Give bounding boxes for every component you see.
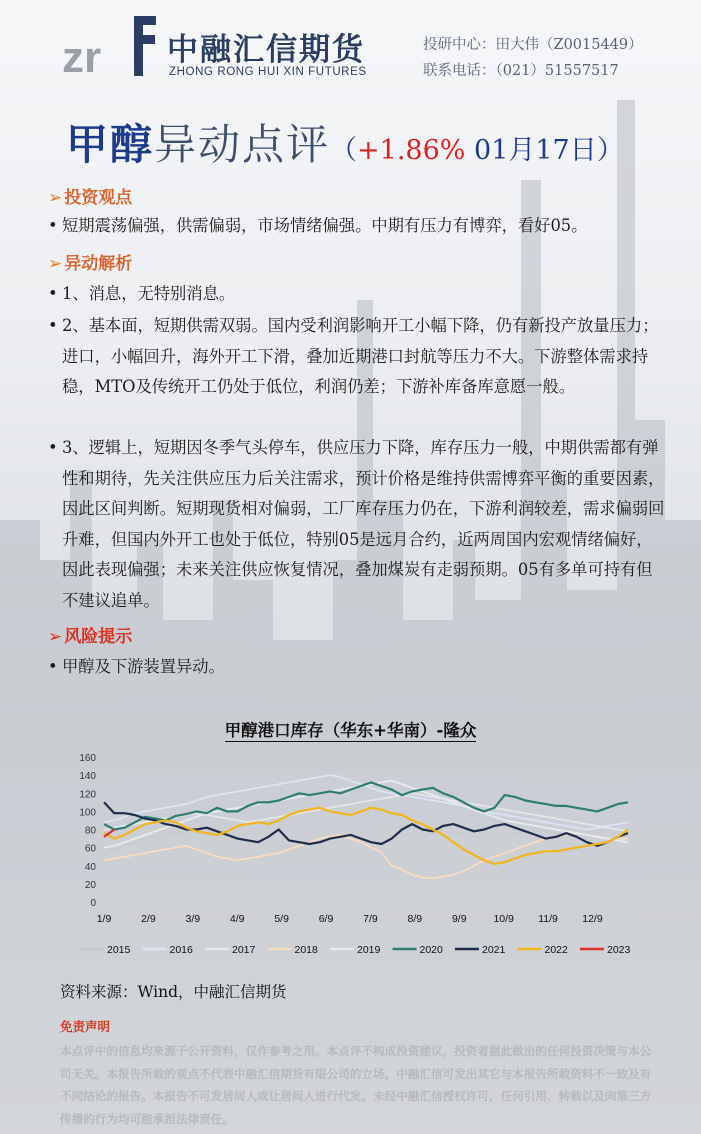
title-paren: （ bbox=[330, 135, 358, 166]
logo-english-name: ZHONG RONG HUI XIN FUTURES bbox=[169, 66, 367, 78]
legend-label-2018: 2018 bbox=[294, 944, 318, 956]
arrow-icon: ➢ bbox=[48, 627, 63, 647]
analysis-item-1 bbox=[48, 279, 668, 310]
analysis-text: 1、消息，无特别消息。 bbox=[62, 284, 236, 303]
bullet-icon: • bbox=[48, 216, 58, 235]
x-tick-label: 8/9 bbox=[407, 913, 423, 925]
legend-label-2020: 2020 bbox=[419, 944, 443, 956]
analysis-item-3 bbox=[48, 433, 668, 616]
section-label: 异动解析 bbox=[64, 254, 133, 274]
price-change: +1.86% bbox=[357, 135, 466, 166]
x-tick-label: 10/9 bbox=[493, 913, 514, 925]
title-product: 甲醇 bbox=[66, 120, 155, 169]
arrow-icon: ➢ bbox=[48, 188, 63, 208]
analysis-text: 2、基本面，短期供需双弱。国内受利润影响开工小幅下降，仍有新投产放量压力；进口，小幅回升，海外开工下滑，叠加近期港口封航等压力不大。下游整体需求持稳，MTO及传统开工仍处于低位，利润仍差；下游补库备库意愿一般。 bbox=[62, 316, 659, 396]
section-label: 风险提示 bbox=[64, 627, 133, 647]
x-tick-label: 5/9 bbox=[274, 913, 289, 925]
legend-label-2015: 2015 bbox=[107, 944, 131, 956]
y-tick-label: 20 bbox=[84, 879, 96, 891]
x-tick-label: 4/9 bbox=[229, 913, 245, 925]
x-tick-label: 12/9 bbox=[582, 913, 603, 925]
analysis-item-2 bbox=[48, 311, 668, 403]
bullet-icon: • bbox=[48, 657, 58, 676]
legend-label-2023: 2023 bbox=[607, 944, 631, 956]
legend-label-2021: 2021 bbox=[482, 944, 506, 956]
bullet-icon: • bbox=[48, 438, 58, 457]
y-tick-label: 100 bbox=[79, 807, 96, 819]
section-label: 投资观点 bbox=[64, 188, 133, 208]
y-tick-label: 160 bbox=[79, 753, 96, 764]
y-tick-label: 120 bbox=[79, 789, 96, 801]
y-tick-label: 60 bbox=[84, 843, 96, 855]
y-tick-label: 0 bbox=[90, 898, 96, 909]
legend-label-2019: 2019 bbox=[357, 944, 381, 956]
svg-text:zr: zr bbox=[62, 33, 102, 78]
view-paragraph bbox=[48, 211, 668, 242]
chart-title: 甲醇港口库存（华东+华南）-隆众 bbox=[224, 721, 477, 740]
x-tick-label: 6/9 bbox=[318, 913, 334, 925]
risk-paragraph bbox=[48, 652, 668, 683]
company-logo bbox=[62, 12, 382, 82]
title-type: 异动点评 bbox=[154, 120, 331, 169]
logo-chinese-name: 中融汇信期货 bbox=[167, 32, 365, 68]
disclaimer-text: 本点评中的信息均来源于公开资料，仅作参考之用。本点评不构成投资建议，投资者据此做出的任何投资决策与本公司无关。本报告所载的观点不代表中融汇信期货有限公司的立场。中融汇信可发出其它与本报告所载资料不一致及有不同结论的报告。本报告不可发居间人或让居间人进行代发。未经中融汇信授权许可，任何引用、转载以及向第三方传播的行为均可能承担法律责任。 bbox=[60, 1044, 652, 1126]
risk-text: 甲醇及下游装置异动。 bbox=[62, 657, 225, 676]
data-source: 资料来源：Wind，中融汇信期货 bbox=[60, 983, 287, 1001]
x-tick-label: 9/9 bbox=[451, 913, 467, 925]
arrow-icon: ➢ bbox=[48, 254, 63, 274]
y-tick-label: 140 bbox=[79, 771, 96, 783]
section-analysis bbox=[48, 249, 132, 274]
x-tick-label: 1/9 bbox=[96, 913, 112, 925]
x-tick-label: 11/9 bbox=[538, 913, 558, 925]
legend-label-2022: 2022 bbox=[544, 944, 568, 956]
section-investment-view bbox=[48, 183, 132, 208]
analyst-info: 投研中心：田大伟（Z0015449） bbox=[423, 37, 643, 53]
inventory-line-chart bbox=[60, 745, 640, 967]
title-date: 01月17日） bbox=[465, 135, 624, 166]
report-title bbox=[66, 112, 624, 172]
phone-info: 联系电话：（021）51557517 bbox=[423, 63, 619, 79]
bullet-icon: • bbox=[48, 284, 58, 303]
legend-label-2016: 2016 bbox=[169, 944, 193, 956]
view-text: 短期震荡偏强，供需偏弱，市场情绪偏强。中期有压力有博弈，看好05。 bbox=[62, 216, 588, 235]
analysis-text: 3、逻辑上，短期因冬季气头停车，供应压力下降，库存压力一般，中期供需都有弹性和期待，先关注供应压力后关注需求，预计价格是维持供需博弈平衡的重要因素，因此区间判断。短期现货相对偏弱，工厂库存压力仍在，下游利润较差，需求偏弱回升难，但国内外开工也处于低位，特别05是远月合约，近两周国内宏观情绪偏好，因此表现偏强；未来关注供应恢复情况，叠加煤炭有走弱预期。05有多单可持有但不建议追单。 bbox=[62, 438, 665, 610]
zrf-logo-mark bbox=[62, 12, 162, 78]
y-tick-label: 40 bbox=[84, 861, 96, 873]
x-tick-label: 2/9 bbox=[141, 913, 156, 925]
bullet-icon: • bbox=[48, 316, 58, 335]
disclaimer-title: 免责声明 bbox=[60, 1019, 111, 1034]
contact-info bbox=[423, 32, 643, 84]
legend-label-2017: 2017 bbox=[232, 944, 256, 956]
x-tick-label: 7/9 bbox=[363, 913, 378, 925]
section-risk bbox=[48, 622, 132, 647]
y-tick-label: 80 bbox=[84, 825, 96, 837]
x-tick-label: 3/9 bbox=[185, 913, 201, 925]
